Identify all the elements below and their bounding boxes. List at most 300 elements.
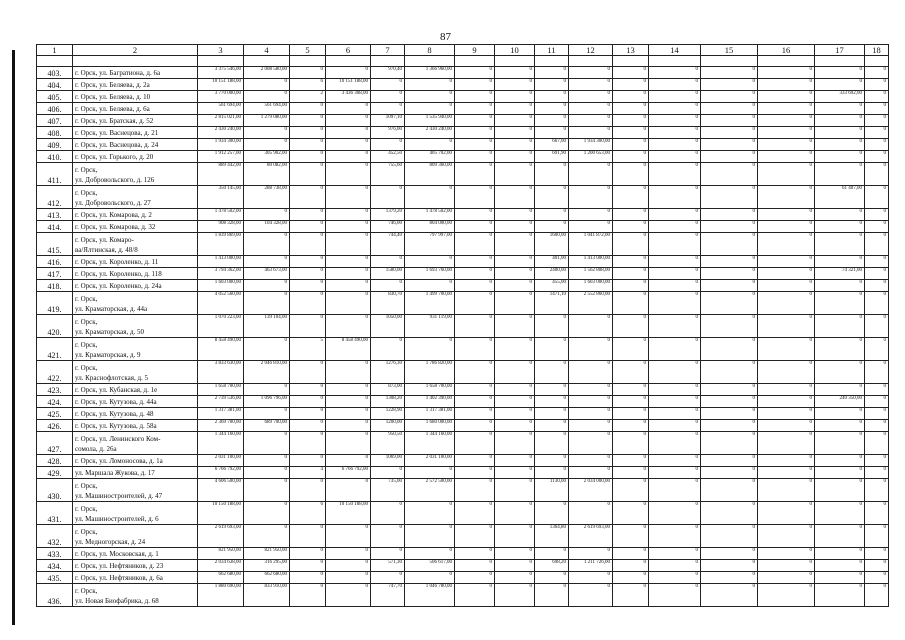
value-cell: 1 413 000,00	[198, 256, 244, 268]
value-cell: 0	[371, 103, 405, 115]
table-row	[37, 560, 889, 572]
value-cell: 0	[865, 432, 889, 455]
value-cell: 797 997,00	[405, 233, 455, 256]
value-cell: 455,00	[535, 280, 569, 292]
value-cell: 1 535 940,00	[405, 115, 455, 127]
value-cell: 746,00	[371, 221, 405, 233]
value-cell: 10 150 188,00	[326, 502, 371, 525]
address-line: г. Орск, ул. Кутузова, д. 44а	[75, 398, 157, 406]
address-cell	[73, 396, 198, 408]
row-number: 433.	[37, 548, 73, 560]
value-cell: 0	[649, 338, 701, 361]
value-cell: 1097,10	[371, 115, 405, 127]
value-cell: 0	[613, 127, 649, 139]
value-cell: 0	[613, 525, 649, 548]
value-cell: 0	[865, 268, 889, 280]
value-cell: 0	[758, 408, 815, 420]
address-line: г. Орск,	[75, 189, 98, 197]
value-cell: 0	[613, 139, 649, 151]
value-cell: 1 562 808,00	[569, 268, 613, 280]
value-cell: 0	[371, 139, 405, 151]
value-cell: 0	[701, 127, 758, 139]
address-cell	[73, 163, 198, 186]
value-cell: 0	[815, 315, 865, 338]
value-cell: 0	[865, 584, 889, 607]
row-number: 435.	[37, 572, 73, 584]
value-cell: 0	[455, 151, 495, 163]
address-cell	[73, 502, 198, 525]
value-cell: 1 693 760,00	[405, 268, 455, 280]
value-cell: 0	[244, 127, 290, 139]
value-cell: 0	[649, 91, 701, 103]
value-cell: 0	[371, 186, 405, 209]
value-cell: 0	[326, 233, 371, 256]
value-cell: 0	[649, 233, 701, 256]
address-line: г. Орск,	[75, 166, 98, 174]
value-cell: 0	[649, 67, 701, 79]
value-cell: 0	[495, 115, 535, 127]
value-cell: 1 658 700,00	[198, 384, 244, 396]
value-cell: 0	[535, 455, 569, 467]
value-cell: 0	[701, 338, 758, 361]
value-cell: 0	[865, 280, 889, 292]
value-cell: 1 096 796,00	[244, 396, 290, 408]
value-cell: 0	[815, 139, 865, 151]
address-cell	[73, 221, 198, 233]
value-cell: 0	[815, 361, 865, 384]
value-cell: 0	[326, 292, 371, 315]
row-number: 417.	[37, 268, 73, 280]
binding-margin-line	[12, 50, 15, 625]
value-cell: 0	[569, 584, 613, 607]
value-cell: 0	[613, 67, 649, 79]
value-cell: 0	[701, 268, 758, 280]
value-cell: 0	[405, 525, 455, 548]
value-cell: 0	[701, 139, 758, 151]
value-cell: 0	[649, 256, 701, 268]
value-cell: 0	[815, 292, 865, 315]
value-cell: 0	[326, 572, 371, 584]
value-cell: 0	[649, 163, 701, 186]
value-cell: 0	[535, 221, 569, 233]
value-cell: 0	[535, 91, 569, 103]
value-cell: 0	[758, 280, 815, 292]
value-cell: 0	[326, 103, 371, 115]
value-cell: 0	[613, 209, 649, 221]
value-cell: 506 617,00	[405, 560, 455, 572]
value-cell: 0	[865, 338, 889, 361]
address-line: г. Орск, ул. Комаро-	[75, 236, 134, 244]
value-cell: 0	[701, 151, 758, 163]
value-cell: 0	[405, 572, 455, 584]
value-cell: 1130,00	[535, 479, 569, 502]
table-row	[37, 233, 889, 256]
value-cell: 0	[290, 139, 326, 151]
value-cell: 0	[649, 103, 701, 115]
value-cell: 0	[405, 103, 455, 115]
value-cell: 2 369 700,00	[198, 420, 244, 432]
value-cell: 0	[815, 408, 865, 420]
value-cell: 0	[455, 186, 495, 209]
value-cell: 8 458 490,00	[326, 338, 371, 361]
value-cell: 0	[815, 384, 865, 396]
value-cell: 0	[613, 408, 649, 420]
value-cell: 0	[701, 233, 758, 256]
value-cell: 0	[865, 256, 889, 268]
value-cell: 0	[326, 209, 371, 221]
value-cell: 74 321,00	[815, 268, 865, 280]
value-cell: 0	[865, 209, 889, 221]
value-cell: 0	[569, 221, 613, 233]
value-cell: 662 680,00	[244, 572, 290, 584]
value-cell: 0	[758, 233, 815, 256]
value-cell: 0	[535, 127, 569, 139]
value-cell: 0	[244, 502, 290, 525]
value-cell: 698,20	[535, 560, 569, 572]
address-line: г. Орск, ул. Кутузова, д. 58а	[75, 422, 157, 430]
value-cell: 0	[649, 584, 701, 607]
value-cell: 0	[495, 79, 535, 91]
column-header: 9	[455, 45, 495, 56]
value-cell: 0	[815, 115, 865, 127]
value-cell: 0	[758, 103, 815, 115]
value-cell: 0	[758, 420, 815, 432]
value-cell: 3 833 630,00	[198, 361, 244, 384]
row-number: 403.	[37, 67, 73, 79]
value-cell: 691,90	[535, 151, 569, 163]
value-cell: 0	[535, 396, 569, 408]
value-cell: 908 328,00	[198, 221, 244, 233]
value-cell: 0	[244, 384, 290, 396]
value-cell: 0	[326, 221, 371, 233]
value-cell: 0	[495, 103, 535, 115]
value-cell: 0	[701, 280, 758, 292]
row-number: 423.	[37, 384, 73, 396]
value-cell: 0	[495, 139, 535, 151]
value-cell: 0	[495, 467, 535, 479]
table-row	[37, 479, 889, 502]
value-cell: 0	[815, 127, 865, 139]
column-header: 7	[371, 45, 405, 56]
value-cell: 0	[455, 268, 495, 280]
value-cell: 0	[495, 432, 535, 455]
value-cell: 0	[290, 292, 326, 315]
value-cell: 0	[244, 525, 290, 548]
value-cell: 0	[649, 396, 701, 408]
value-cell: 0	[495, 479, 535, 502]
row-number: 432.	[37, 525, 73, 548]
row-number: 427.	[37, 432, 73, 455]
value-cell: 0	[290, 361, 326, 384]
value-cell: 0	[455, 396, 495, 408]
value-cell: 0	[569, 103, 613, 115]
value-cell: 0	[815, 479, 865, 502]
value-cell: 0	[455, 479, 495, 502]
value-cell: 0	[701, 256, 758, 268]
value-cell: 0	[701, 525, 758, 548]
value-cell: 0	[495, 525, 535, 548]
value-cell: 0	[815, 280, 865, 292]
value-cell: 0	[290, 315, 326, 338]
value-cell: 0	[649, 467, 701, 479]
value-cell: 0	[701, 584, 758, 607]
column-header: 5	[290, 45, 326, 56]
value-cell: 0	[701, 432, 758, 455]
value-cell: 5	[290, 338, 326, 361]
value-cell: 0	[569, 502, 613, 525]
value-cell: 1 478 502,00	[198, 209, 244, 221]
address-cell	[73, 103, 198, 115]
value-cell: 0	[649, 79, 701, 91]
value-cell: 0	[455, 280, 495, 292]
value-cell: 0	[290, 67, 326, 79]
value-cell: 0	[535, 163, 569, 186]
value-cell: 0	[371, 502, 405, 525]
row-number: 436.	[37, 584, 73, 607]
value-cell: 0	[865, 151, 889, 163]
value-cell: 0	[701, 408, 758, 420]
value-cell: 0	[569, 209, 613, 221]
value-cell: 1 880 690,00	[198, 584, 244, 607]
value-cell: 0	[613, 91, 649, 103]
value-cell: 0	[815, 525, 865, 548]
value-cell: 0	[865, 479, 889, 502]
address-cell	[73, 432, 198, 455]
value-cell: 0	[569, 186, 613, 209]
value-cell: 0	[758, 384, 815, 396]
value-cell: 0	[290, 479, 326, 502]
value-cell: 0	[405, 186, 455, 209]
table-row	[37, 315, 889, 338]
table-row	[37, 548, 889, 560]
value-cell: 561 694,00	[244, 103, 290, 115]
address-line: г. Орск, ул. Ленинского Ком-	[75, 435, 161, 443]
value-cell: 0	[455, 139, 495, 151]
value-cell: 0	[649, 502, 701, 525]
table-row	[37, 163, 889, 186]
address-cell	[73, 91, 198, 103]
row-number: 412.	[37, 186, 73, 209]
value-cell: 0	[326, 115, 371, 127]
value-cell: 2 430 240,00	[198, 127, 244, 139]
column-header: 11	[535, 45, 569, 56]
value-cell: 0	[455, 384, 495, 396]
table-row	[37, 186, 889, 209]
value-cell: 0	[569, 315, 613, 338]
address-cell	[73, 584, 198, 607]
value-cell: 0	[455, 256, 495, 268]
value-cell: 0	[326, 315, 371, 338]
value-cell: 0	[290, 432, 326, 455]
value-cell: 4 052 560,00	[198, 292, 244, 315]
value-cell: 0	[815, 502, 865, 525]
address-line: г. Орск, ул. Горького, д. 20	[75, 153, 154, 161]
value-cell: 0	[758, 584, 815, 607]
value-cell: 10 151 188,00	[198, 79, 244, 91]
table-row	[37, 292, 889, 315]
value-cell: 0	[495, 186, 535, 209]
value-cell: 0	[649, 479, 701, 502]
value-cell: 0	[495, 584, 535, 607]
value-cell: 1 912 257,00	[198, 151, 244, 163]
value-cell: 0	[326, 525, 371, 548]
value-cell: 2 619 693,00	[569, 525, 613, 548]
value-cell: 804 000,00	[405, 221, 455, 233]
value-cell: 0	[649, 280, 701, 292]
value-cell: 0	[649, 525, 701, 548]
address-cell	[73, 127, 198, 139]
row-number: 408.	[37, 127, 73, 139]
value-cell: 1 603 000,00	[198, 280, 244, 292]
row-number: 416.	[37, 256, 73, 268]
value-cell: 0	[326, 127, 371, 139]
table-row	[37, 256, 889, 268]
address-cell	[73, 525, 198, 548]
row-number: 415.	[37, 233, 73, 256]
value-cell: 0	[290, 548, 326, 560]
value-cell: 0	[865, 572, 889, 584]
value-cell: 0	[455, 338, 495, 361]
value-cell: 833 910,00	[244, 584, 290, 607]
value-cell: 830,70	[371, 292, 405, 315]
value-cell: 0	[569, 79, 613, 91]
row-number: 424.	[37, 396, 73, 408]
value-cell: 0	[701, 79, 758, 91]
address-cell	[73, 209, 198, 221]
value-cell: 0	[865, 548, 889, 560]
value-cell: 0	[569, 455, 613, 467]
column-header: 6	[326, 45, 371, 56]
address-cell	[73, 280, 198, 292]
row-number: 405.	[37, 91, 73, 103]
value-cell: 0	[613, 292, 649, 315]
value-cell: 0	[569, 338, 613, 361]
value-cell: 0	[244, 256, 290, 268]
value-cell: 2400,00	[535, 268, 569, 280]
value-cell: 0	[326, 408, 371, 420]
value-cell: 0	[758, 467, 815, 479]
value-cell: 0	[613, 361, 649, 384]
value-cell: 0	[495, 572, 535, 584]
value-cell: 0	[455, 209, 495, 221]
value-cell: 0	[405, 91, 455, 103]
address-line: ул. Машиностроителей, д. 47	[75, 492, 163, 500]
address-line: ул. Добровольского, д. 126	[75, 176, 155, 184]
column-header: 2	[73, 45, 198, 56]
value-cell: 0	[495, 408, 535, 420]
value-cell: 2 031 100,00	[198, 455, 244, 467]
address-cell	[73, 455, 198, 467]
value-cell: 3 375 546,00	[198, 67, 244, 79]
address-cell	[73, 420, 198, 432]
table-row	[37, 115, 889, 127]
value-cell: 0	[495, 338, 535, 361]
column-header: 17	[815, 45, 865, 56]
value-cell: 0	[701, 455, 758, 467]
value-cell: 1 786 820,00	[405, 361, 455, 384]
value-cell: 0	[455, 572, 495, 584]
row-number: 413.	[37, 209, 73, 221]
address-cell	[73, 338, 198, 361]
value-cell: 0	[613, 163, 649, 186]
value-cell: 0	[815, 256, 865, 268]
value-cell: 0	[758, 396, 815, 408]
value-cell: 0	[865, 91, 889, 103]
value-cell: 950,50	[371, 432, 405, 455]
column-header: 10	[495, 45, 535, 56]
value-cell: 0	[758, 79, 815, 91]
value-cell: 0	[649, 151, 701, 163]
table-row	[37, 384, 889, 396]
value-cell: 2 572 500,00	[405, 479, 455, 502]
value-cell: 0	[495, 292, 535, 315]
address-line: г. Орск,	[75, 482, 98, 490]
table-row	[37, 420, 889, 432]
value-cell: 0	[455, 432, 495, 455]
value-cell: 0	[865, 408, 889, 420]
value-cell: 0	[815, 455, 865, 467]
data-table	[36, 44, 889, 607]
value-cell: 0	[865, 455, 889, 467]
value-cell: 4 606 500,00	[198, 479, 244, 502]
value-cell: 1 934 300,00	[569, 139, 613, 151]
value-cell: 0	[649, 408, 701, 420]
value-cell: 662 680,00	[198, 572, 244, 584]
address-line: г. Орск,	[75, 341, 98, 349]
value-cell: 0	[495, 91, 535, 103]
value-cell: 0	[701, 292, 758, 315]
value-cell: 0	[455, 292, 495, 315]
value-cell: 0	[758, 292, 815, 315]
value-cell: 0	[455, 560, 495, 572]
value-cell: 0	[455, 455, 495, 467]
value-cell: 0	[371, 280, 405, 292]
value-cell: 0	[535, 338, 569, 361]
value-cell: 0	[290, 408, 326, 420]
value-cell: 0	[405, 502, 455, 525]
value-cell: 1379,20	[371, 209, 405, 221]
value-cell: 0	[290, 455, 326, 467]
value-cell: 1308,20	[371, 396, 405, 408]
value-cell: 0	[495, 420, 535, 432]
address-cell	[73, 139, 198, 151]
value-cell: 0	[649, 420, 701, 432]
value-cell: 0	[701, 420, 758, 432]
value-cell: 0	[613, 256, 649, 268]
value-cell: 0	[649, 572, 701, 584]
address-line: г. Орск, ул. Московская, д. 1	[75, 550, 159, 558]
value-cell: 0	[613, 420, 649, 432]
value-cell: 0	[405, 256, 455, 268]
value-cell: 0	[613, 584, 649, 607]
value-cell: 0	[326, 432, 371, 455]
value-cell: 1 478 502,00	[405, 209, 455, 221]
row-number: 431.	[37, 502, 73, 525]
value-cell: 0	[649, 139, 701, 151]
value-cell: 0	[758, 502, 815, 525]
row-number: 434.	[37, 560, 73, 572]
value-cell: 0	[815, 420, 865, 432]
address-line: ул. Краматорская, д. 50	[75, 328, 145, 336]
value-cell: 0	[326, 584, 371, 607]
value-cell: 0	[495, 163, 535, 186]
value-cell: 0	[649, 221, 701, 233]
value-cell: 0	[701, 209, 758, 221]
value-cell: 0	[701, 502, 758, 525]
value-cell: 0	[290, 163, 326, 186]
value-cell: 0	[701, 91, 758, 103]
address-line: ул. Краснофлотская, д. 5	[75, 374, 149, 382]
